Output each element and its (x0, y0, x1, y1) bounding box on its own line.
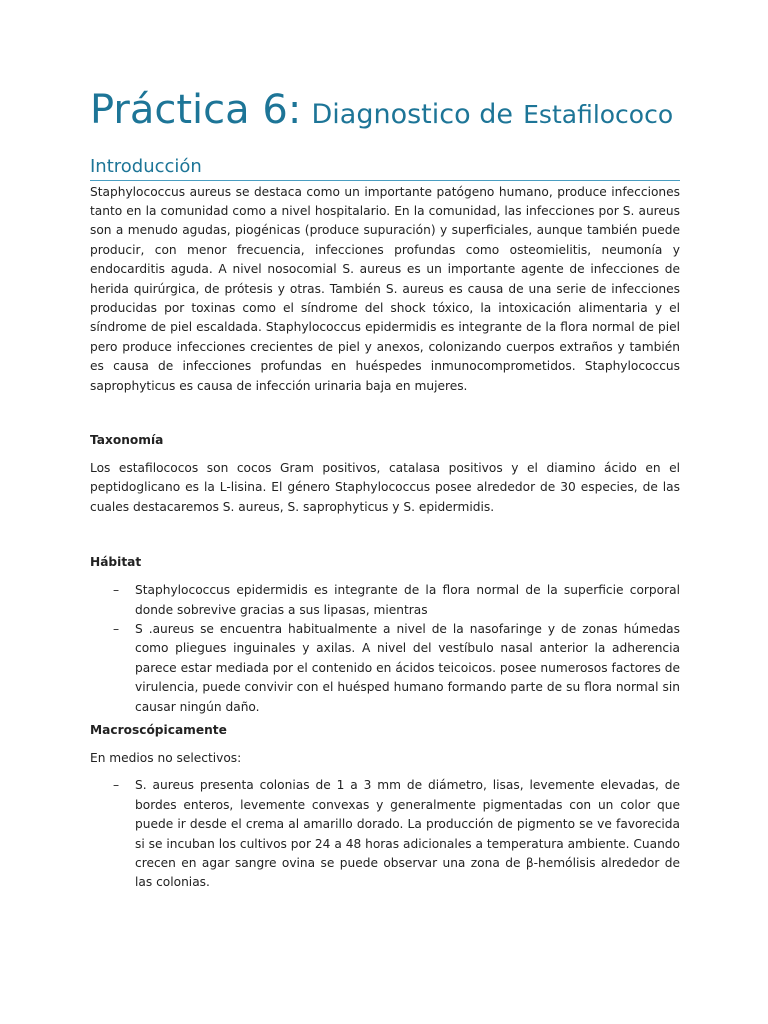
title-subtitle: Diagnostico de (311, 99, 513, 130)
introduccion-heading: Introducción (90, 156, 680, 181)
macroscopicamente-heading: Macroscópicamente (90, 723, 227, 738)
macroscopicamente-list (90, 776, 680, 892)
page-content (90, 88, 680, 893)
taxonomia-heading: Taxonomía (90, 432, 164, 447)
list-item (90, 776, 680, 892)
title-subject: Estafilococo (523, 100, 674, 129)
list-item-text: Staphylococcus epidermidis es integrante de la flora normal de la superficie corporal donde sobrevive gracias a sus lipasas, mientras (135, 583, 680, 617)
habitat-list (90, 581, 680, 717)
dash-bullet: – (113, 778, 120, 793)
introduccion-paragraph: Staphylococcus aureus se destaca como un importante patógeno humano, produce infecciones tanto en la comunidad como a nivel hospitalario. En la comunidad, las infecciones por S. aureus son a menudo agudas, piogénicas (produce supuración) y superficiales, aunque también puede producir, con menor frecuencia, infecciones profundas como osteomielitis, neumonía y endocarditis aguda. A nivel nosocomial S. aureus es un importante agente de infecciones de herida quirúrgica, de prótesis y otras. También S. aureus es causa de una serie de infecciones producidas por toxinas como el síndrome del shock tóxico, la intoxicación alimentaria y el síndrome de piel escaldada. Staphylococcus epidermidis es integrante de la flora normal de piel pero produce infecciones crecientes de piel y anexos, colonizando cuerpos extraños y también es causa de infecciones profundas en huéspedes inmunocomprometidos. Staphylococcus saprophyticus es causa de infección urinaria baja en mujeres. (90, 184, 680, 393)
dash-bullet: – (113, 622, 120, 636)
taxonomia-paragraph: Los estafilococos son cocos Gram positivos, catalasa positivos y el diamino ácido en el peptidoglicano es la L-lisina. El género Staphylococcus posee alrededor de 30 especies, de las cuales destacaremos S. aureus, S. saprophyticus y S. epidermidis. (90, 460, 680, 514)
list-item-text: S .aureus se encuentra habitualmente a nivel de la nasofaringe y de zonas húmedas como pliegues inguinales y axilas. A nivel del vestíbulo nasal anterior la adherencia parece estar mediada por el contenido en ácidos teicoicos. posee numerosos factores de virulencia, puede convivir con el huésped humano formando parte de su flora normal sin causar ningún daño. (135, 622, 680, 714)
dash-bullet: – (113, 583, 120, 598)
list-item (90, 620, 680, 717)
list-item-text: S. aureus presenta colonias de 1 a 3 mm de diámetro, lisas, levemente elevadas, de bordes enteros, levemente convexas y generalmente pigmentadas con un color que puede ir desde el crema al amarillo dorado. La producción de pigmento se ve favorecida si se incuban los cultivos por 24 a 48 horas adicionales a temperatura ambiente. Cuando crecen en agar sangre ovina se puede observar una zona de β-hemólisis alrededor de las colonias. (135, 778, 680, 890)
habitat-heading: Hábitat (90, 555, 142, 570)
list-item (90, 581, 680, 620)
page-title (90, 88, 680, 132)
title-main: Práctica 6: (90, 87, 302, 133)
medios-intro: En medios no selectivos: (90, 751, 242, 766)
